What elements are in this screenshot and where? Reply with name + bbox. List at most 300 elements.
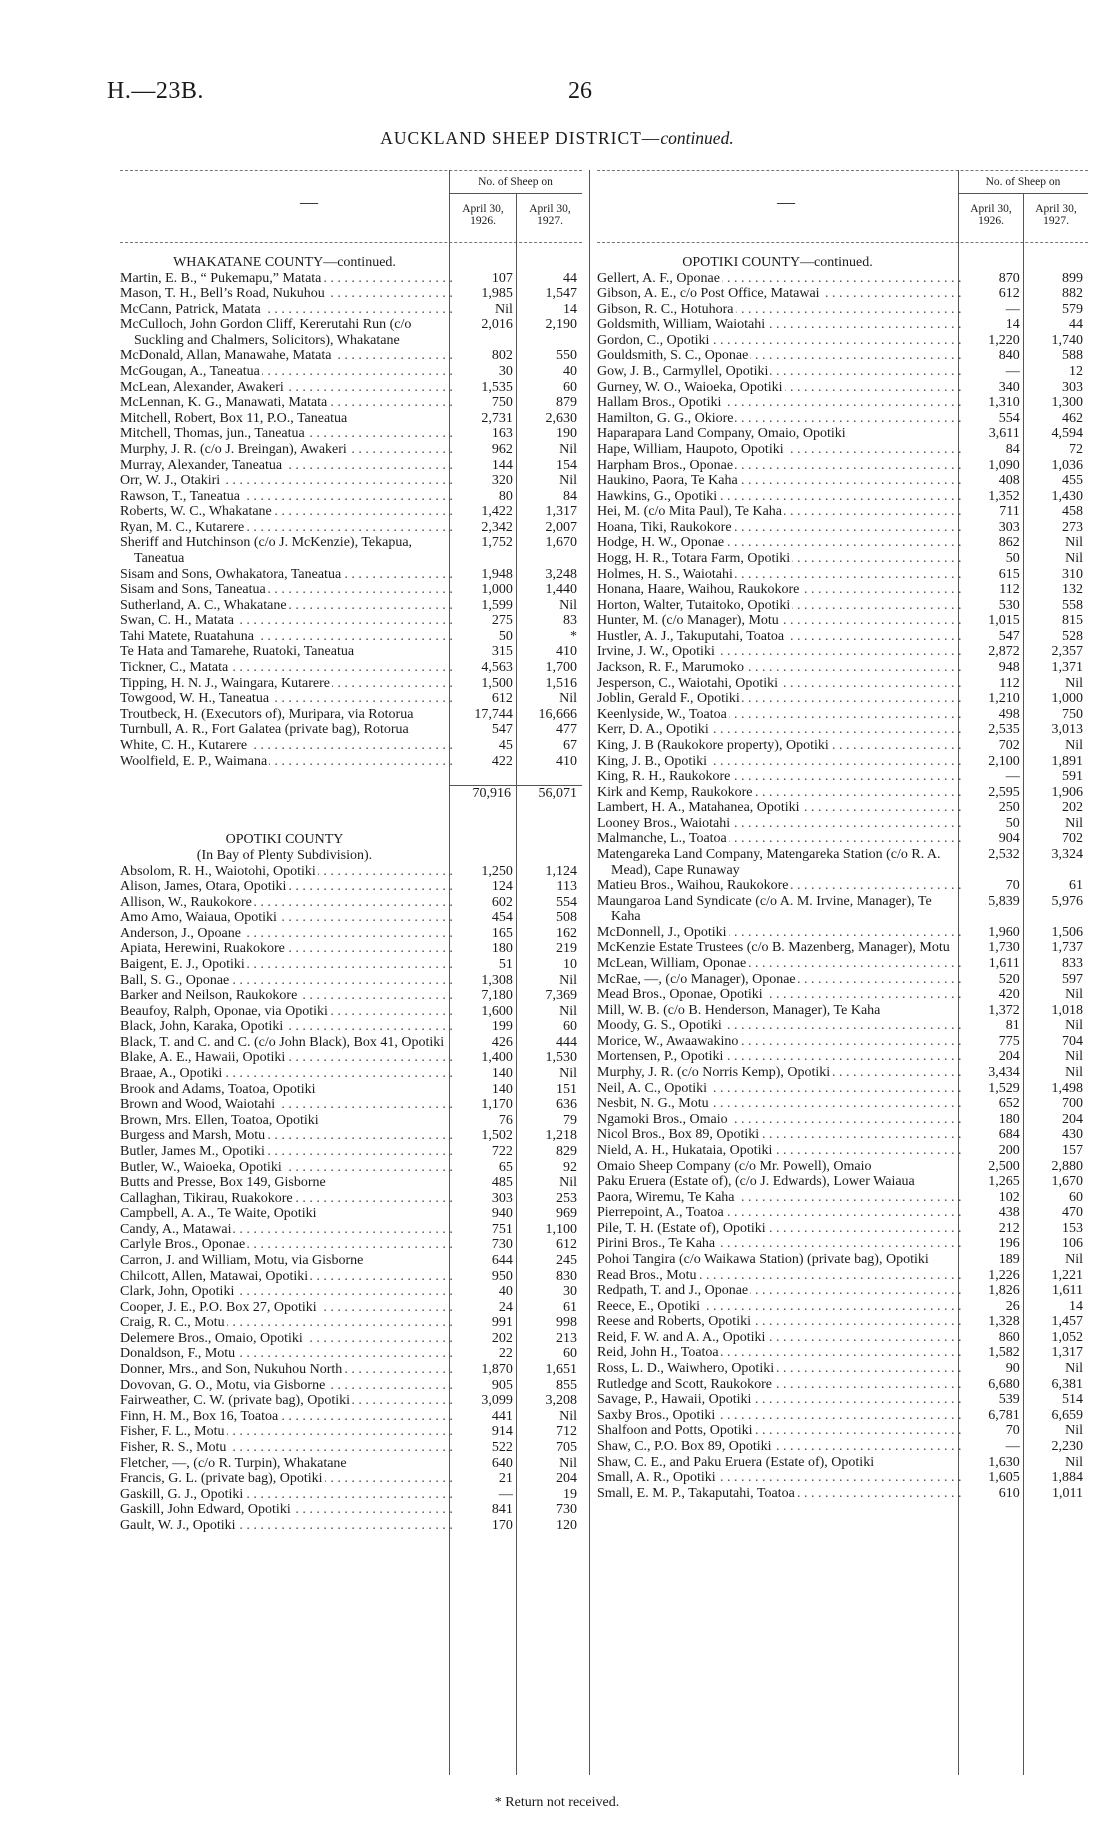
table-row [597, 1377, 1088, 1393]
table-row [120, 691, 582, 707]
sheep-count-1926: 196 [998, 1236, 1020, 1252]
sheep-count-1926: 112 [999, 582, 1020, 598]
sheep-count-1927: 750 [1062, 706, 1083, 722]
sheep-count-1926: 24 [498, 1299, 513, 1315]
sheep-count-1927: Nil [1065, 1018, 1083, 1034]
sheep-count-1926: 17,744 [474, 706, 513, 722]
owner-name [120, 598, 453, 614]
sheep-count-1927: 40 [563, 364, 577, 380]
table-row [120, 660, 582, 676]
sheep-count-1926: 65 [498, 1159, 513, 1175]
section-heading [597, 255, 1088, 271]
owner-name [597, 1112, 962, 1128]
sheep-count-1926: 520 [998, 971, 1020, 987]
owner-name [120, 910, 453, 926]
table-row [597, 535, 1088, 551]
owner-name [120, 1378, 453, 1394]
owner-name [120, 1456, 453, 1472]
owner-name [597, 1361, 962, 1377]
owner-name-text: Haukino, Paora, Te Kaha [597, 473, 738, 489]
sheep-count-1926: 202 [491, 1330, 513, 1346]
sheep-count-1926: 14 [1005, 317, 1020, 333]
sheep-count-1927: 815 [1062, 613, 1083, 629]
table-row [120, 738, 582, 754]
sheep-count-1927: 16,666 [538, 706, 577, 722]
owner-name-text: Martin, E. B., “ Pukemapu,” Matata [120, 270, 322, 286]
owner-name-text: Small, A. R., Opotiki [597, 1470, 716, 1486]
owner-name-text: White, C. H., Kutarere [120, 737, 248, 753]
table-row [597, 1112, 1088, 1128]
table-row [597, 676, 1088, 692]
owner-name-text: McLean, William, Oponae [597, 956, 747, 972]
table-row [597, 1268, 1088, 1284]
table-row [120, 1424, 582, 1440]
table-row [120, 411, 582, 427]
table-row [597, 1034, 1088, 1050]
owner-name [120, 535, 453, 566]
sheep-count-1926: 144 [491, 457, 513, 473]
owner-name-text: Turnbull, A. R., Fort Galatea (private bag), Rotorua [120, 722, 409, 738]
owner-name [597, 956, 962, 972]
owner-name [120, 317, 453, 348]
sheep-count-1926: 644 [491, 1253, 513, 1268]
owner-name [597, 1018, 962, 1034]
owner-name-text: Reid, John H., Toatoa [597, 1345, 719, 1361]
owner-name-text: Butler, James M., Opotiki [120, 1143, 265, 1159]
table-row [597, 458, 1088, 474]
sheep-count-1927: 455 [1062, 473, 1083, 489]
owner-name [120, 926, 453, 942]
table-row [597, 395, 1088, 411]
sheep-count-1926: 862 [998, 535, 1020, 551]
owner-name-text: McCann, Patrick, Matata [120, 301, 261, 317]
sheep-count-1926: 40 [498, 1284, 513, 1300]
sheep-count-1926: 1,265 [988, 1174, 1020, 1190]
sheep-count-1926: 702 [998, 737, 1020, 753]
owner-name-text: McCulloch, John Gordon Cliff, Kererutahi Run (c/o Suckling and Chalmers, Solicitors), Whakatane [120, 317, 412, 348]
sheep-count-1926: 30 [498, 364, 513, 380]
table-row [120, 644, 582, 660]
owner-name-text: Barker and Neilson, Raukokore [120, 988, 298, 1004]
owner-name-text: Mill, W. B. (c/o B. Henderson, Manager), Te Kaha [597, 1002, 881, 1018]
sheep-count-1927: 1,884 [1051, 1470, 1083, 1486]
table-row [120, 1082, 582, 1098]
sheep-count-1926: 50 [1005, 815, 1020, 831]
owner-name [120, 1128, 453, 1144]
sheep-count-1927: 1,670 [545, 535, 577, 551]
sheep-count-1926: 730 [491, 1237, 513, 1253]
sheep-count-1927: 60 [563, 379, 577, 395]
table-row [120, 1518, 582, 1534]
owner-name [597, 972, 962, 988]
owner-name-text: Donner, Mrs., and Son, Nukuhou North [120, 1362, 343, 1378]
sheep-count-1927: Nil [559, 597, 577, 613]
table-row [597, 613, 1088, 629]
owner-name [120, 567, 453, 583]
owner-name [597, 987, 962, 1003]
owner-name-text: Blake, A. E., Hawaii, Opotiki [120, 1050, 286, 1066]
owner-name-text: Redpath, T. and J., Oponae [597, 1283, 749, 1299]
owner-name-text: Neil, A. C., Opotiki [597, 1080, 708, 1096]
table-row [597, 1236, 1088, 1252]
owner-name [597, 878, 962, 894]
table-row [120, 957, 582, 973]
sheep-count-1926: 2,595 [988, 784, 1020, 800]
sheep-count-1927: 7,369 [545, 988, 577, 1004]
owner-name [597, 691, 962, 707]
sheep-count-1926: 530 [998, 597, 1020, 613]
table-row [120, 535, 582, 566]
table-row [597, 956, 1088, 972]
owner-name-text: Nield, A. H., Hukataia, Opotiki [597, 1142, 773, 1158]
owner-name [120, 895, 453, 911]
owner-name [597, 1408, 962, 1424]
owner-name [597, 847, 962, 878]
sheep-count-1927: 190 [556, 426, 577, 442]
owner-name [597, 395, 962, 411]
owner-name [120, 941, 453, 957]
owner-name [120, 302, 453, 318]
table-row [597, 1439, 1088, 1455]
sheep-count-1927: 3,013 [1051, 722, 1083, 738]
owner-name-text: Towgood, W. H., Taneatua [120, 691, 270, 707]
sheep-count-1927: 106 [1062, 1236, 1083, 1252]
sheep-count-1927: 2,190 [545, 317, 577, 333]
sheep-count-1926: 1,372 [988, 1002, 1020, 1018]
spacer-row [120, 817, 582, 833]
table-row [120, 1253, 582, 1269]
owner-name-text: Kirk and Kemp, Raukokore [597, 784, 753, 800]
owner-name [120, 582, 453, 598]
sheep-count-1926: — [1005, 301, 1020, 317]
table-row [597, 754, 1088, 770]
owner-name [597, 567, 962, 583]
sheep-count-1926: 1,870 [481, 1362, 513, 1378]
owner-name [120, 1191, 453, 1207]
owner-name [597, 1299, 962, 1315]
sheep-count-1926: 45 [498, 737, 513, 753]
owner-name-text: Gaskill, John Edward, Opotiki [120, 1502, 291, 1518]
sheep-count-1926: 76 [498, 1112, 513, 1128]
owner-name-text: McLean, Alexander, Awakeri [120, 379, 284, 395]
sheep-count-1927: 882 [1062, 286, 1083, 302]
owner-name [597, 1392, 962, 1408]
owner-name [597, 1096, 962, 1112]
sheep-count-1927: 19 [563, 1486, 577, 1502]
owner-name-text: Small, E. M. P., Takaputahi, Toatoa [597, 1485, 795, 1501]
sheep-count-1926: 802 [491, 348, 513, 364]
owner-name-text: Horton, Walter, Tutaitoko, Opotiki [597, 597, 791, 613]
owner-name-text: Hodge, H. W., Oponae [597, 535, 725, 551]
sheep-count-1926: 1,752 [481, 535, 513, 551]
table-row [597, 271, 1088, 287]
sheep-count-1926: 840 [998, 348, 1020, 364]
sheep-count-1927: Nil [559, 1003, 577, 1019]
table-row [597, 831, 1088, 847]
table-row [597, 286, 1088, 302]
sheep-count-1926: 180 [491, 941, 513, 957]
owner-name-text: Malmanche, L., Toatoa [597, 831, 727, 847]
sheep-count-1927: 1,430 [1051, 488, 1083, 504]
table-row [597, 473, 1088, 489]
table-row [597, 1455, 1088, 1471]
owner-name [120, 1144, 453, 1160]
sheep-count-1927: 470 [1062, 1205, 1083, 1221]
sheep-count-1927: 3,208 [545, 1393, 577, 1409]
owner-name [120, 489, 453, 505]
sheep-count-1927: 1,530 [545, 1050, 577, 1066]
owner-name-text: Savage, P., Hawaii, Opotiki [597, 1392, 752, 1408]
owner-name [597, 1003, 962, 1019]
sheep-count-1927: Nil [559, 1066, 577, 1082]
sheep-count-1926: 640 [491, 1455, 513, 1471]
table-row [597, 380, 1088, 396]
owner-name [597, 738, 962, 754]
owner-name [120, 1315, 453, 1331]
owner-name [120, 286, 453, 302]
group-header-right: No. of Sheep on [985, 176, 1061, 188]
owner-name [597, 302, 962, 318]
table-row [597, 816, 1088, 832]
table-row [120, 707, 582, 723]
owner-name [120, 864, 453, 880]
sheep-count-1926: 2,872 [988, 644, 1020, 660]
sheep-count-1927: Nil [1065, 1361, 1083, 1377]
owner-name [120, 1113, 453, 1129]
owner-name [120, 1502, 453, 1518]
owner-name-text: Braae, A., Opotiki [120, 1066, 223, 1082]
sheep-count-1926: 80 [498, 488, 513, 504]
owner-name-text: Gordon, C., Opotiki [597, 332, 710, 348]
owner-name-text: Murphy, J. R. (c/o J. Breingan), Awakeri [120, 441, 347, 457]
owner-name [120, 1300, 453, 1316]
sheep-count-1926: 320 [491, 473, 513, 489]
table-row [120, 1487, 582, 1503]
sheep-count-1927: 4,594 [1051, 426, 1083, 442]
table-row [120, 489, 582, 505]
sheep-count-1927: 2,357 [1051, 644, 1083, 660]
owner-name-text: Hape, William, Haupoto, Opotiki [597, 441, 784, 457]
owner-name-text: Murray, Alexander, Taneatua [120, 457, 283, 473]
owner-name [597, 582, 962, 598]
sheep-count-1926: 107 [491, 270, 513, 286]
sheep-count-1927: 1,611 [1052, 1283, 1083, 1299]
sheep-count-1927: 508 [556, 910, 577, 926]
owner-name-text: Read Bros., Motu [597, 1267, 697, 1283]
sheep-count-1927: 855 [556, 1377, 577, 1393]
sheep-count-1927: 2,880 [1051, 1158, 1083, 1174]
owner-name-text: Hunter, M. (c/o Manager), Motu [597, 613, 779, 629]
section-heading [120, 255, 582, 271]
sheep-count-1926: 90 [1005, 1361, 1020, 1377]
table-row [120, 458, 582, 474]
table-row [120, 1066, 582, 1082]
table-row [120, 1315, 582, 1331]
sheep-count-1927: 1,011 [1052, 1485, 1083, 1501]
document-reference: H.—23B. [107, 78, 204, 104]
table-row [597, 1314, 1088, 1330]
table-row [120, 1378, 582, 1394]
table-row [120, 1269, 582, 1285]
table-row [120, 722, 582, 738]
sheep-count-1926: 140 [491, 1081, 513, 1097]
owner-name-text: Holmes, H. S., Waiotahi [597, 566, 733, 582]
sheep-count-1927: 204 [556, 1471, 577, 1487]
sheep-count-1926: 1,535 [481, 379, 513, 395]
owner-name [120, 707, 453, 723]
table-row [597, 1096, 1088, 1112]
owner-name [120, 426, 453, 442]
owner-name [597, 504, 962, 520]
table-row [597, 987, 1088, 1003]
sheep-count-1926: 1,630 [988, 1454, 1020, 1470]
owner-name-text: Callaghan, Tikirau, Ruakokore [120, 1190, 293, 1206]
table-row [597, 769, 1088, 785]
table-row [120, 1050, 582, 1066]
table-row [597, 738, 1088, 754]
sheep-count-1927: 1,457 [1051, 1314, 1083, 1330]
sheep-count-1926: 522 [491, 1439, 513, 1455]
owner-name [597, 458, 962, 474]
table-row [120, 941, 582, 957]
sheep-count-1926: 26 [1005, 1298, 1020, 1314]
table-row [120, 1144, 582, 1160]
owner-name-text: Hoana, Tiki, Raukokore [597, 519, 732, 535]
owner-name-text: Francis, G. L. (private bag), Opotiki [120, 1471, 323, 1487]
owner-name-text: Swan, C. H., Matata [120, 613, 234, 629]
table-row [597, 1392, 1088, 1408]
sheep-count-1927: 2,630 [545, 410, 577, 426]
table-row [597, 333, 1088, 349]
sheep-count-1927: 44 [563, 270, 577, 286]
owner-name-text: Mitchell, Thomas, jun., Taneatua [120, 426, 305, 442]
sheep-count-1926: 170 [491, 1517, 513, 1533]
owner-name-text: Orr, W. J., Otakiri [120, 473, 221, 489]
table-row [597, 800, 1088, 816]
sheep-count-1927: 92 [563, 1159, 577, 1175]
sheep-count-1927: 3,324 [1051, 846, 1083, 862]
owner-name-text: King, J. B., Opotiki [597, 753, 708, 769]
owner-name-text: King, J. B (Raukokore property), Opotiki [597, 737, 829, 753]
owner-name-text: Black, John, Karaka, Opotiki [120, 1019, 284, 1035]
sheep-count-1926: 914 [491, 1424, 513, 1440]
table-row [597, 644, 1088, 660]
sheep-count-1926: 1,250 [481, 863, 513, 879]
sheep-count-1926: 6,781 [988, 1407, 1020, 1423]
owner-name-text: Gurney, W. O., Waioeka, Opotiki [597, 379, 783, 395]
table-row [597, 1065, 1088, 1081]
owner-name [597, 1268, 962, 1284]
sheep-count-1926: 6,680 [988, 1376, 1020, 1392]
owner-name [120, 1175, 453, 1191]
table-row [597, 348, 1088, 364]
sheep-count-1926: 2,535 [988, 722, 1020, 738]
owner-name-text: Kerr, D. A., Opotiki [597, 722, 709, 738]
sheep-count-1927: 514 [1062, 1392, 1083, 1408]
owner-name-text: Brown and Wood, Waiotahi [120, 1097, 276, 1113]
owner-name [120, 364, 453, 380]
sheep-count-1926: 610 [998, 1485, 1020, 1501]
sheep-count-1926: 112 [999, 675, 1020, 691]
table-row [597, 940, 1088, 956]
owner-name-text: Tahi Matete, Ruatahuna [120, 628, 254, 644]
owner-name-text: Rutledge and Scott, Raukokore [597, 1376, 772, 1392]
sheep-count-1927: 162 [556, 925, 577, 941]
owner-name [120, 1206, 453, 1222]
owner-name-text: Burgess and Marsh, Motu [120, 1128, 266, 1144]
owner-name [597, 426, 962, 442]
owner-name-text: McDonnell, J., Opotiki [597, 924, 727, 940]
owner-name-text: Rawson, T., Taneatua [120, 488, 240, 504]
sheep-count-1926: 21 [498, 1471, 513, 1487]
owner-name-text: Delemere Bros., Omaio, Opotiki [120, 1330, 303, 1346]
table-row [597, 878, 1088, 894]
owner-name-text: Te Hata and Tamarehe, Ruatoki, Taneatua [120, 644, 355, 660]
owner-name [120, 1019, 453, 1035]
table-row [120, 1175, 582, 1191]
owner-name [120, 1471, 453, 1487]
owner-name-text: Carron, J. and William, Motu, via Gisborne [120, 1253, 364, 1268]
sheep-count-1926: 1,308 [481, 972, 513, 988]
owner-name [120, 1160, 453, 1176]
sheep-count-1926: 841 [491, 1502, 513, 1518]
owner-name [120, 1424, 453, 1440]
table-row [597, 1159, 1088, 1175]
owner-name [120, 1035, 453, 1051]
table-row [120, 1393, 582, 1409]
owner-name-text: Jackson, R. F., Marumoko [597, 660, 745, 676]
sheep-count-1926: 1,948 [481, 566, 513, 582]
sheep-count-1926: 102 [998, 1189, 1020, 1205]
owner-name [120, 1004, 453, 1020]
table-row [597, 1470, 1088, 1486]
sheep-count-1927: 67 [563, 737, 577, 753]
table-row [120, 1284, 582, 1300]
table-row [597, 1221, 1088, 1237]
table-row [120, 473, 582, 489]
sheep-count-1926: — [1005, 364, 1020, 380]
table-row [120, 988, 582, 1004]
sheep-count-1927: 204 [1062, 1111, 1083, 1127]
sheep-count-1927: 1,670 [1051, 1174, 1083, 1190]
table-row [120, 1206, 582, 1222]
col-header-1927-left: April 30, 1927. [529, 203, 571, 227]
sheep-count-1927: 998 [556, 1315, 577, 1331]
sheep-count-1926: 84 [1005, 441, 1020, 457]
table-row [120, 1300, 582, 1316]
table-row [120, 426, 582, 442]
sheep-count-1927: 120 [556, 1517, 577, 1533]
owner-name-text: Ball, S. G., Oponae [120, 972, 230, 988]
sheep-count-1926: 50 [1005, 550, 1020, 566]
owner-name [597, 1470, 962, 1486]
sheep-count-1926: 454 [491, 910, 513, 926]
sheep-count-1927: 30 [563, 1284, 577, 1300]
owner-name-text: Reid, F. W. and A. A., Opotiki [597, 1329, 766, 1345]
owner-name [597, 707, 962, 723]
owner-name [597, 1252, 962, 1268]
table-row [597, 1205, 1088, 1221]
sheep-count-1927: 1,547 [545, 286, 577, 302]
owner-name [597, 1065, 962, 1081]
sheep-count-1926: 1,090 [988, 457, 1020, 473]
sheep-count-1927: 879 [556, 395, 577, 411]
sheep-count-1926: 303 [491, 1190, 513, 1206]
sheep-count-1926: 441 [491, 1408, 513, 1424]
owner-name [120, 1331, 453, 1347]
owner-name [597, 1205, 962, 1221]
sheep-count-1927: 5,976 [1051, 893, 1083, 909]
